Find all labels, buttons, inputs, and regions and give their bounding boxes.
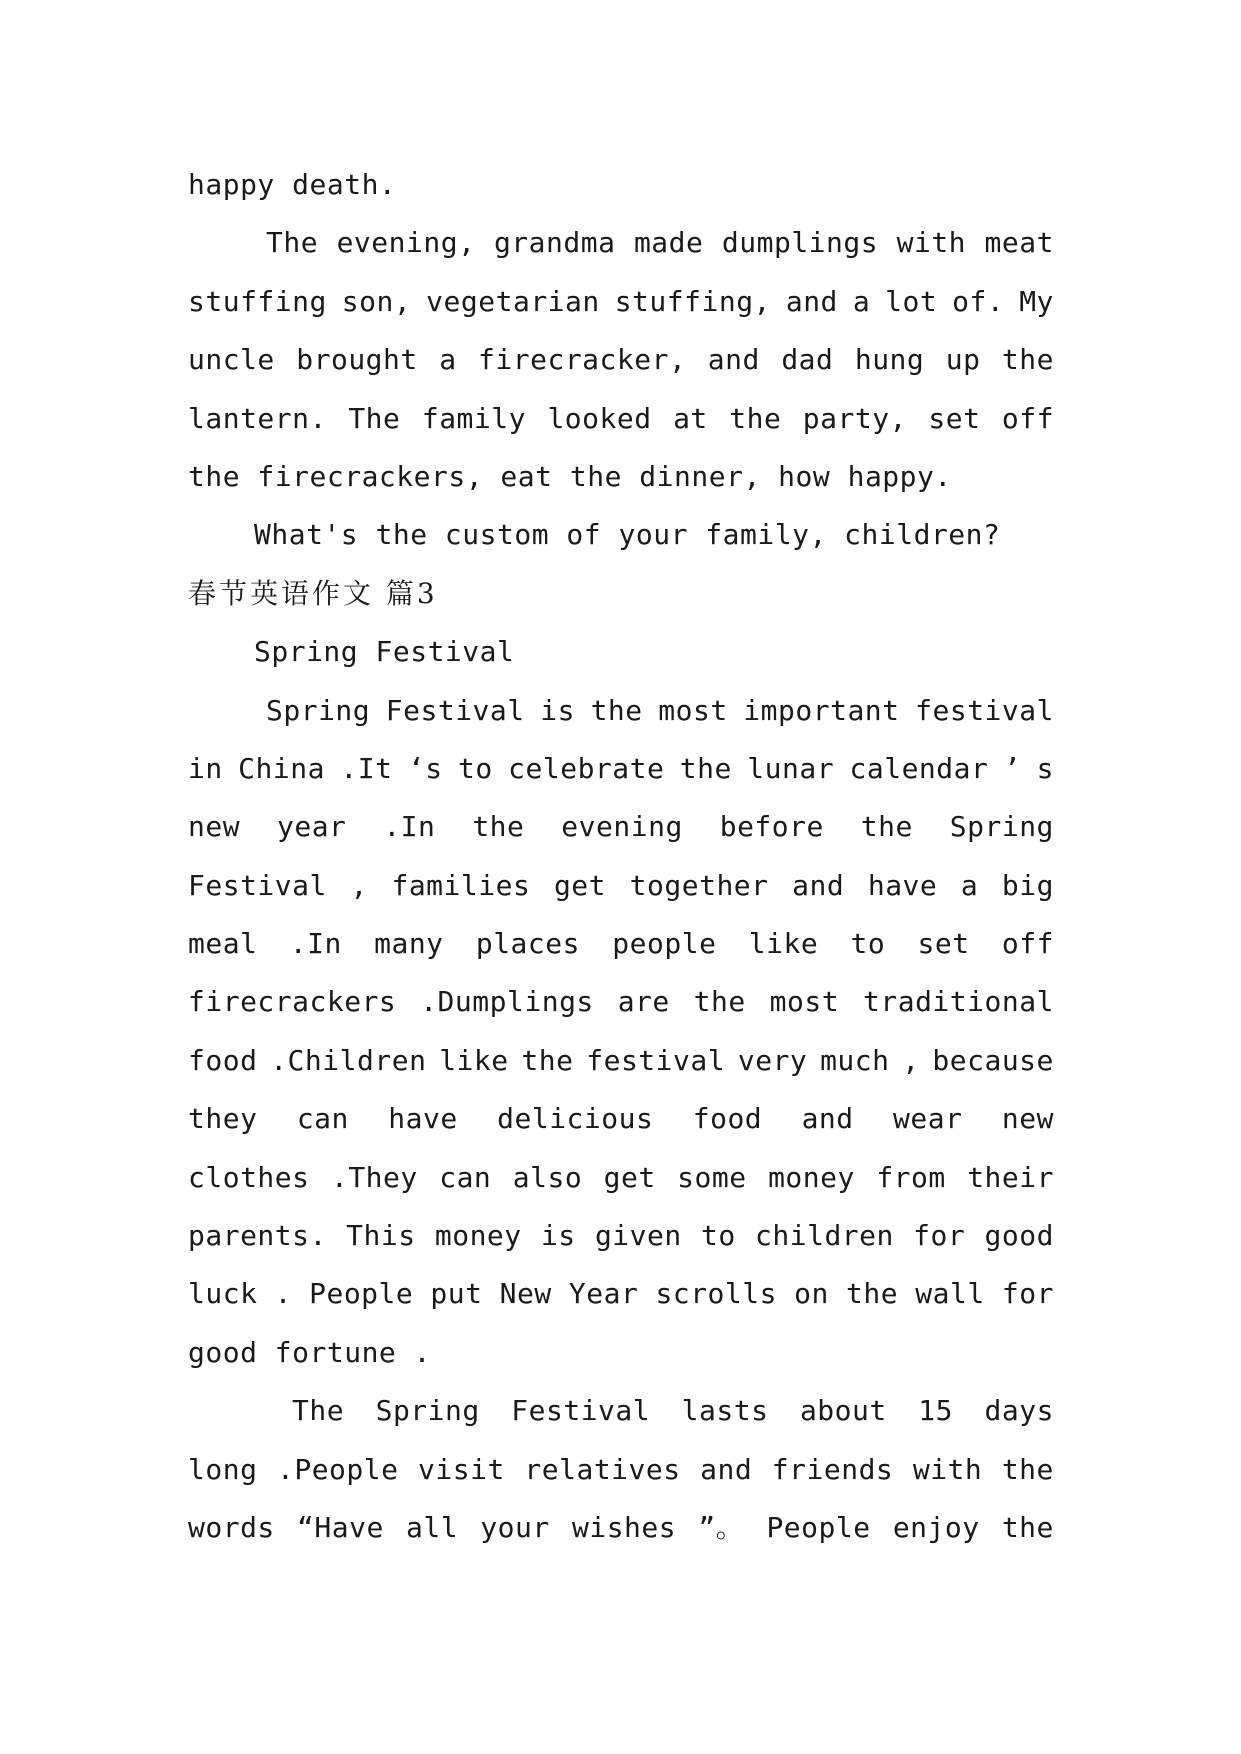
- word: at: [673, 401, 708, 435]
- word: with: [896, 226, 967, 260]
- word: they: [188, 1102, 258, 1136]
- text-line: [188, 1207, 1054, 1265]
- word: given: [594, 1219, 682, 1253]
- word: the: [693, 985, 746, 1019]
- word: about: [799, 1394, 887, 1428]
- document-page: [188, 156, 1054, 1557]
- word: a: [960, 868, 979, 902]
- word: The: [292, 1394, 345, 1428]
- word: relatives: [524, 1452, 681, 1486]
- word: ”。: [698, 1510, 745, 1544]
- word: wishes: [571, 1510, 677, 1544]
- word: get: [603, 1160, 656, 1194]
- word: party,: [802, 401, 907, 435]
- word: all: [406, 1510, 459, 1544]
- text-line: [188, 273, 1054, 331]
- word: days: [984, 1394, 1054, 1428]
- word: year: [276, 810, 347, 844]
- word: .: [274, 1277, 292, 1311]
- word: set: [928, 401, 981, 435]
- word: very: [737, 1043, 808, 1077]
- section-heading: 春节英语作文 篇3: [188, 576, 438, 610]
- text-line: [188, 390, 1054, 448]
- word: meat: [984, 226, 1054, 260]
- word: firecrackers: [188, 985, 397, 1019]
- word: for: [913, 1219, 966, 1253]
- word: on: [794, 1277, 829, 1311]
- word: a: [852, 284, 871, 318]
- word: like: [439, 1043, 509, 1077]
- word: the: [590, 693, 643, 727]
- word: the: [846, 1277, 899, 1311]
- word: a: [439, 343, 457, 377]
- text-line: [188, 1149, 1054, 1207]
- word: The: [266, 226, 319, 260]
- word: of.: [952, 284, 1005, 318]
- word: also: [512, 1160, 583, 1194]
- word: dumplings: [721, 226, 879, 260]
- word: lunar: [747, 751, 835, 785]
- word: the: [521, 1043, 574, 1077]
- word: uncle: [188, 343, 275, 377]
- word: dad: [781, 343, 834, 377]
- word: stuffing: [188, 284, 327, 318]
- word: Spring: [949, 810, 1054, 844]
- word: meal: [188, 927, 258, 961]
- text-line: [188, 857, 1054, 915]
- text-line: [188, 798, 1054, 856]
- word: much: [820, 1043, 890, 1077]
- word: money: [768, 1160, 855, 1194]
- paragraph-start-line: [188, 1382, 1054, 1440]
- text-line: [188, 915, 1054, 973]
- word: the: [1001, 1452, 1054, 1486]
- word: grandma: [493, 226, 616, 260]
- word: most: [658, 693, 728, 727]
- word: and: [707, 343, 760, 377]
- word: food: [188, 1043, 258, 1077]
- word: most: [769, 985, 840, 1019]
- word: and: [785, 284, 838, 318]
- text-line: [188, 1265, 1054, 1323]
- word: .Dumplings: [420, 985, 594, 1019]
- paragraph-start-line: What's the custom of your family, children?: [254, 518, 1001, 552]
- word: new: [1001, 1102, 1054, 1136]
- word: good: [984, 1219, 1054, 1253]
- word: people: [612, 927, 717, 961]
- word: to: [701, 1219, 736, 1253]
- word: traditional: [863, 985, 1054, 1019]
- word: can: [296, 1102, 349, 1136]
- word: together: [629, 868, 769, 902]
- word: the: [860, 810, 913, 844]
- word: hung: [854, 343, 925, 377]
- word: lantern.: [188, 401, 327, 435]
- word: and: [700, 1452, 753, 1486]
- word: children: [755, 1219, 894, 1253]
- word: have: [867, 868, 938, 902]
- word: enjoy: [892, 1510, 980, 1544]
- word: set: [917, 927, 970, 961]
- word: This: [346, 1219, 416, 1253]
- word: celebrate: [508, 751, 665, 785]
- word: delicious: [497, 1102, 654, 1136]
- word: can: [439, 1160, 492, 1194]
- text-line: [188, 1441, 1054, 1499]
- word: families: [391, 868, 531, 902]
- word: put: [430, 1277, 483, 1311]
- word: China: [238, 751, 325, 785]
- word: ,: [350, 868, 368, 902]
- text-line: the firecrackers, eat the dinner, how happy.: [188, 459, 952, 493]
- word: your: [480, 1510, 550, 1544]
- word: Festival: [385, 693, 525, 727]
- word: new: [188, 810, 241, 844]
- word: the: [1001, 1510, 1054, 1544]
- word: money: [434, 1219, 522, 1253]
- word: up: [945, 343, 981, 377]
- word: firecracker,: [478, 343, 687, 377]
- word: ’: [1003, 751, 1022, 785]
- word: s: [1036, 751, 1054, 785]
- word: is: [540, 1219, 576, 1253]
- word: .In: [383, 810, 436, 844]
- word: lot: [885, 284, 938, 318]
- word: like: [748, 927, 819, 961]
- word: visit: [418, 1452, 505, 1486]
- word: long: [188, 1452, 258, 1486]
- word: important: [743, 693, 900, 727]
- word: have: [388, 1102, 458, 1136]
- word: Festival: [188, 868, 327, 902]
- word: off: [1001, 401, 1054, 435]
- word: wear: [893, 1102, 963, 1136]
- word: “Have: [297, 1510, 384, 1544]
- paragraph-start-line: [188, 682, 1054, 740]
- word: the: [472, 810, 525, 844]
- word: looked: [547, 401, 652, 435]
- word: 15: [918, 1394, 953, 1428]
- word: from: [876, 1160, 946, 1194]
- word: .It: [340, 751, 393, 785]
- word: calendar: [849, 751, 989, 785]
- word: lasts: [681, 1394, 769, 1428]
- text-line: [188, 973, 1054, 1031]
- word: places: [475, 927, 580, 961]
- word: Festival: [511, 1394, 651, 1428]
- word: some: [677, 1160, 747, 1194]
- word: the: [1001, 343, 1054, 377]
- word: food: [692, 1102, 763, 1136]
- word: and: [801, 1102, 854, 1136]
- word: with: [912, 1452, 983, 1486]
- word: evening: [561, 810, 683, 844]
- word: for: [1001, 1277, 1054, 1311]
- word: off: [1001, 927, 1054, 961]
- word: New: [499, 1277, 552, 1311]
- word: the: [729, 401, 782, 435]
- word: before: [719, 810, 824, 844]
- text-line: [188, 1032, 1054, 1090]
- word: festival: [586, 1043, 726, 1077]
- text-line: [188, 1090, 1054, 1148]
- word: family: [421, 401, 526, 435]
- text-line: [188, 331, 1054, 389]
- word: Spring: [266, 693, 371, 727]
- word: Spring: [375, 1394, 480, 1428]
- word: because: [932, 1043, 1054, 1077]
- word: is: [540, 693, 575, 727]
- word: stuffing,: [614, 284, 771, 318]
- word: Year: [568, 1277, 639, 1311]
- text-line: good fortune .: [188, 1335, 432, 1369]
- word: festival: [915, 693, 1054, 727]
- word: People: [766, 1510, 871, 1544]
- word: People: [309, 1277, 414, 1311]
- word: ‘s: [407, 751, 443, 785]
- word: made: [633, 226, 704, 260]
- word: the: [679, 751, 732, 785]
- word: vegetarian: [426, 284, 600, 318]
- word: their: [967, 1160, 1054, 1194]
- word: to: [850, 927, 886, 961]
- word: clothes: [188, 1160, 310, 1194]
- word: My: [1019, 284, 1054, 318]
- paragraph-start-line: [188, 214, 1054, 272]
- text-line: [188, 740, 1054, 798]
- word: many: [374, 927, 444, 961]
- word: big: [1001, 868, 1054, 902]
- text-line: happy death.: [188, 168, 397, 201]
- word: wall: [915, 1277, 985, 1311]
- word: words: [188, 1510, 275, 1544]
- text-line: [188, 1499, 1054, 1557]
- word: evening,: [336, 226, 476, 260]
- word: son,: [341, 284, 412, 318]
- word: friends: [771, 1452, 894, 1486]
- word: are: [617, 985, 670, 1019]
- essay-title: Spring Festival: [254, 635, 515, 669]
- word: .Children: [270, 1043, 427, 1077]
- word: ,: [902, 1043, 920, 1077]
- word: in: [188, 751, 223, 785]
- word: luck: [188, 1277, 258, 1311]
- word: .They: [330, 1160, 418, 1194]
- word: .In: [289, 927, 342, 961]
- word: parents.: [188, 1219, 327, 1253]
- word: brought: [296, 343, 418, 377]
- word: .People: [276, 1452, 399, 1486]
- word: and: [792, 868, 845, 902]
- word: get: [553, 868, 607, 902]
- word: to: [458, 751, 493, 785]
- word: The: [348, 401, 401, 435]
- word: scrolls: [655, 1277, 777, 1311]
